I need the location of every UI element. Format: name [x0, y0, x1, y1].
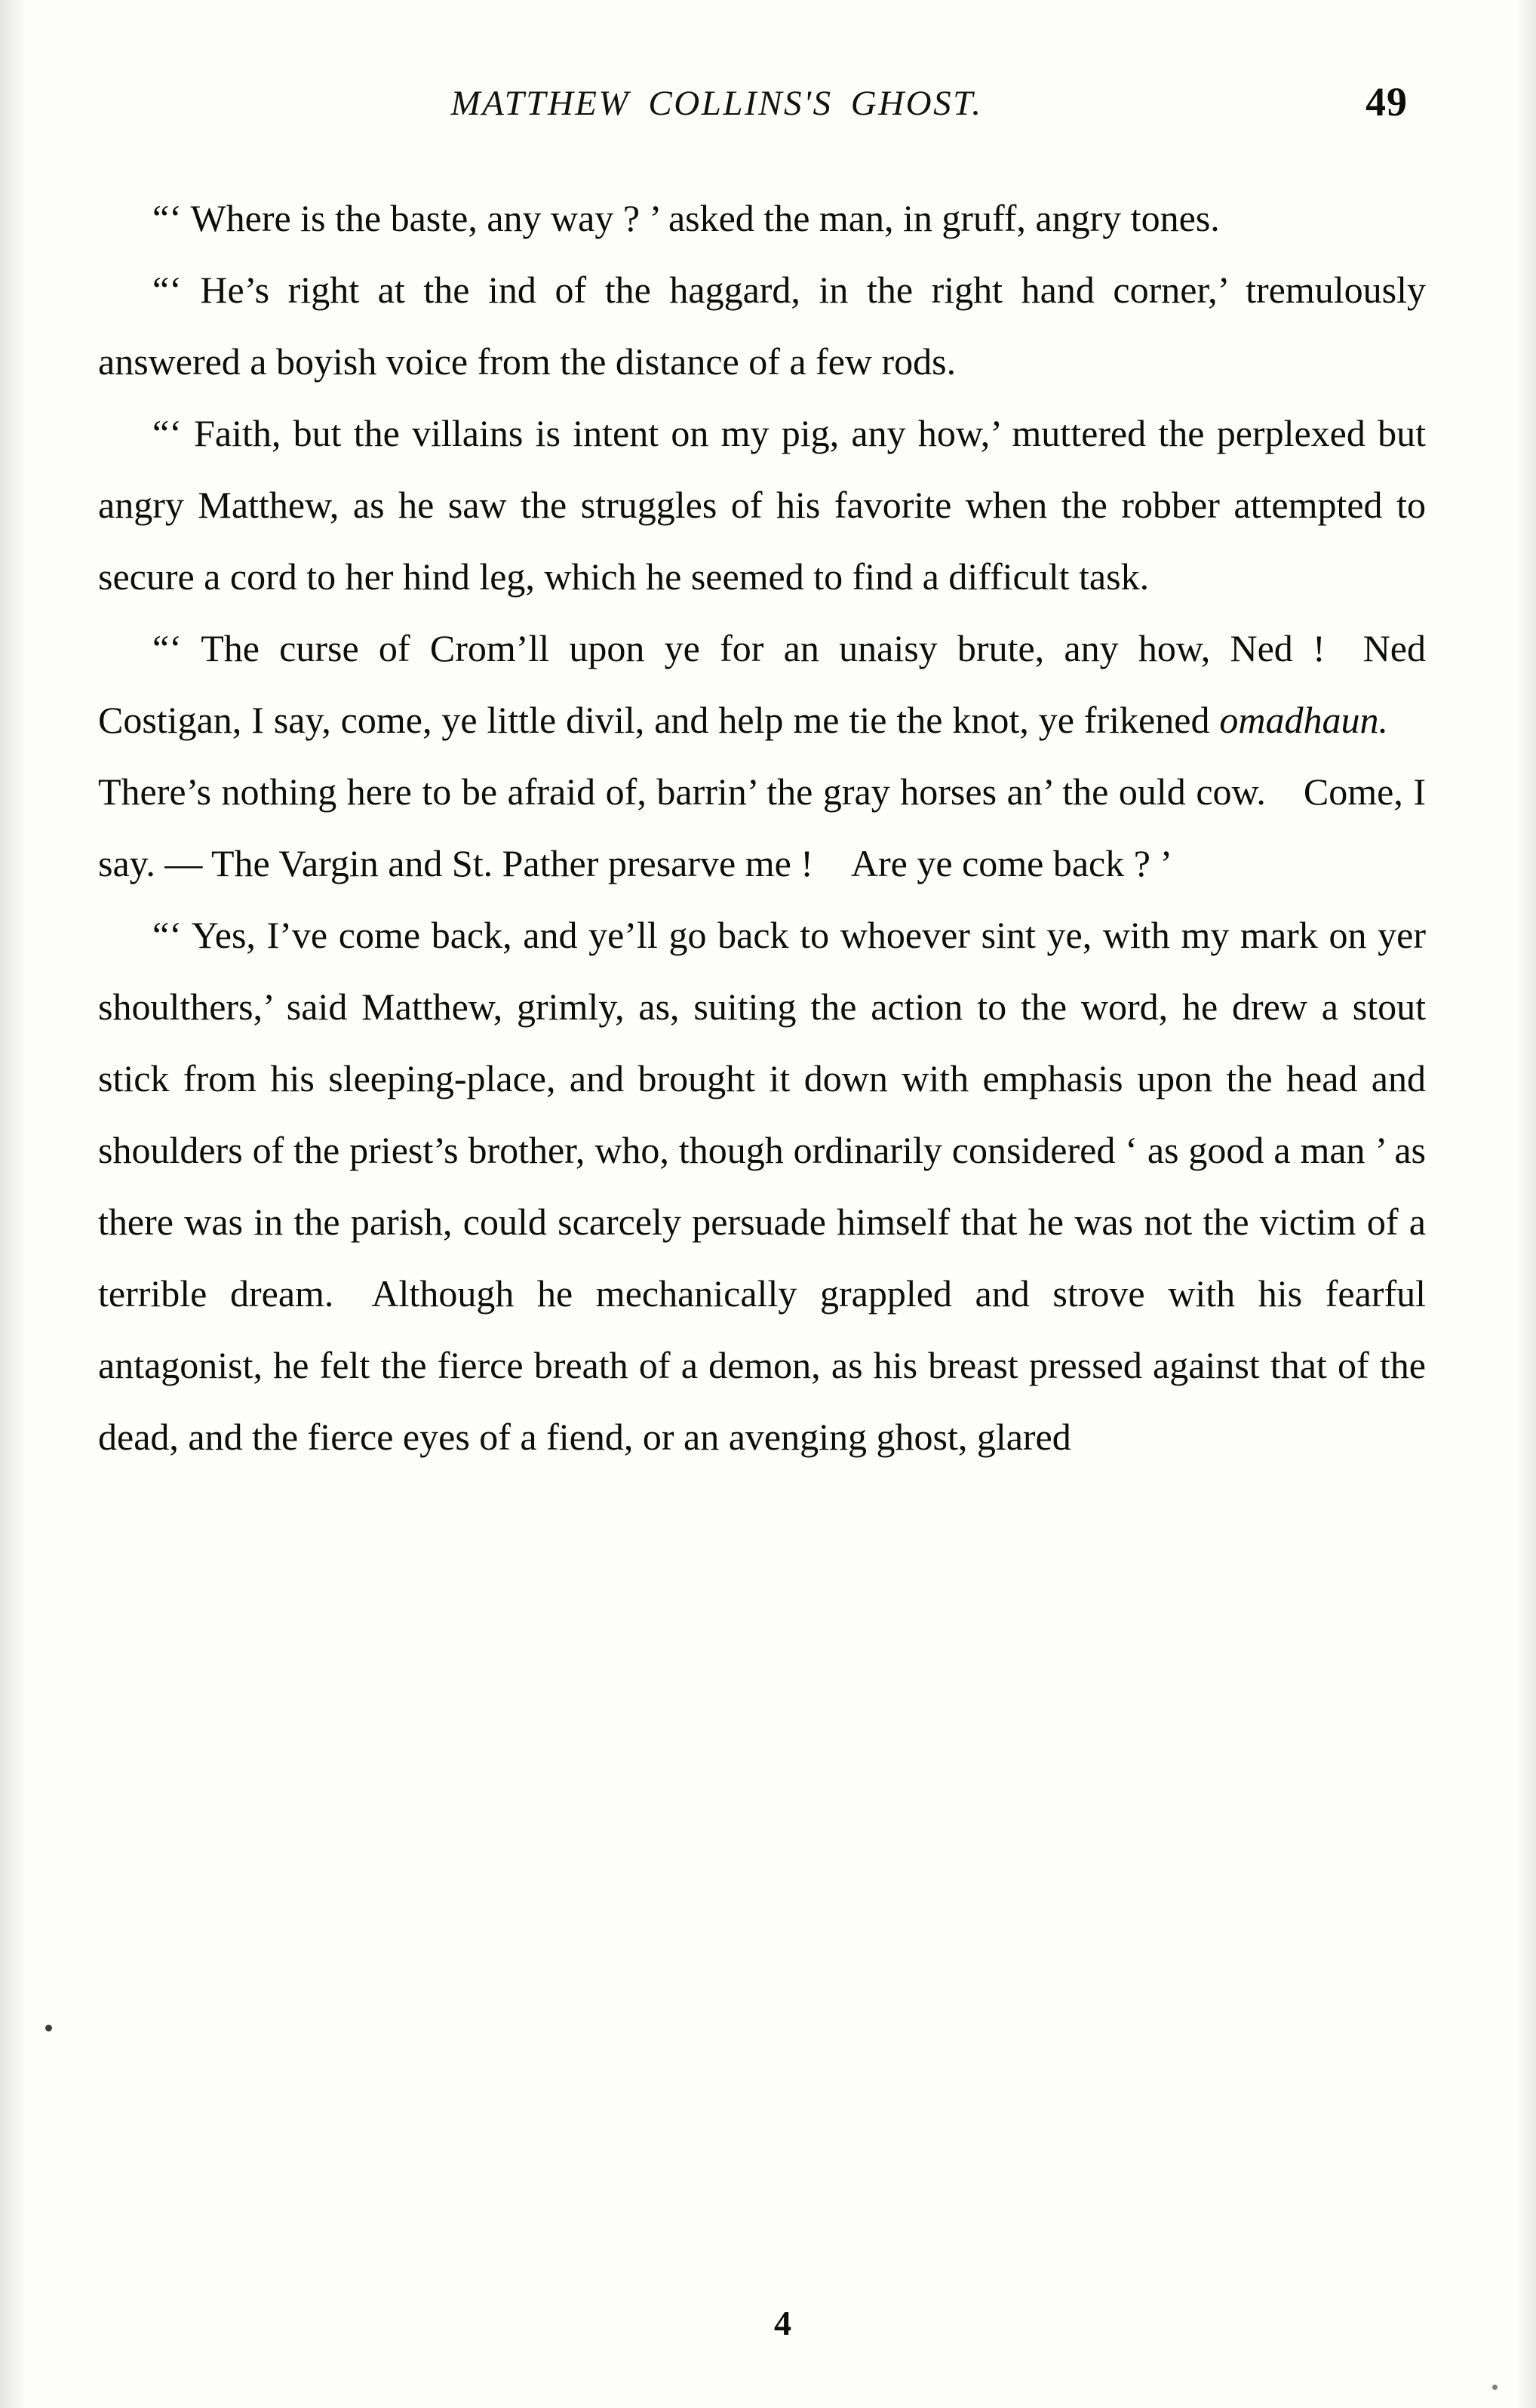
paragraph: “‘ Yes, I’ve come back, and ye’ll go back to whoever sint ye, with my mark on yer shoulthers,’ said Matthew, grimly, as, suiting the action to the word, he drew a stout stick from his sleeping-place, and brought it down with emphasis upon the head and shoulders of the priest’s brother, who, though ordinarily considered ‘ as good a man ’ as there was in the parish, could scarcely persuade himself that he was not the victim of a terrible dream. Although he mechanically grappled and strove with his fearful antagonist, he felt the fierce breath of a demon, as his breast pressed against that of the dead, and the fierce eyes of a fiend, or an avenging ghost, glared — [98, 914, 1426, 1458]
signature-mark: 4 — [774, 2304, 792, 2342]
paragraph: “‘ Faith, but the villains is intent on my pig, any how,’ muttered the perplexed but angry Matthew, as he saw the struggles of his favorite when the robber attempted to secure a cord to her hind leg, which he seemed to find a difficult task. — [98, 412, 1426, 598]
running-head-title: MATTHEW COLLINS'S GHOST. — [450, 84, 983, 123]
scan-speck — [45, 2025, 52, 2031]
page-content — [98, 79, 1426, 1473]
scan-speck — [1492, 2385, 1498, 2390]
page-number: 49 — [1366, 79, 1408, 125]
paragraph: “‘ Where is the baste, any way ? ’ asked the man, in gruff, angry tones. — [152, 197, 1220, 239]
body-text — [98, 183, 1426, 1473]
paragraph-segment: “‘ The curse of Crom’ll upon ye for an unaisy brute, any how, Ned ! Ned Costigan, I say, come, ye little divil, and help me tie the knot, ye frikened — [98, 627, 1426, 741]
paragraph — [98, 613, 1426, 900]
paragraph: “‘ He’s right at the ind of the haggard, in the right hand corner,’ tremulously answered a boyish voice from the distance of a few rods. — [98, 269, 1426, 383]
italic-dialect-word: omadhaun. — [1219, 699, 1388, 741]
paragraph-segment: There’s nothing here to be afraid of, barrin’ the gray horses an’ the ould cow. Come, I say. — The Vargin and St. Pather presarve me ! Are ye come back ? ’ — [98, 699, 1426, 884]
running-head — [98, 79, 1426, 155]
